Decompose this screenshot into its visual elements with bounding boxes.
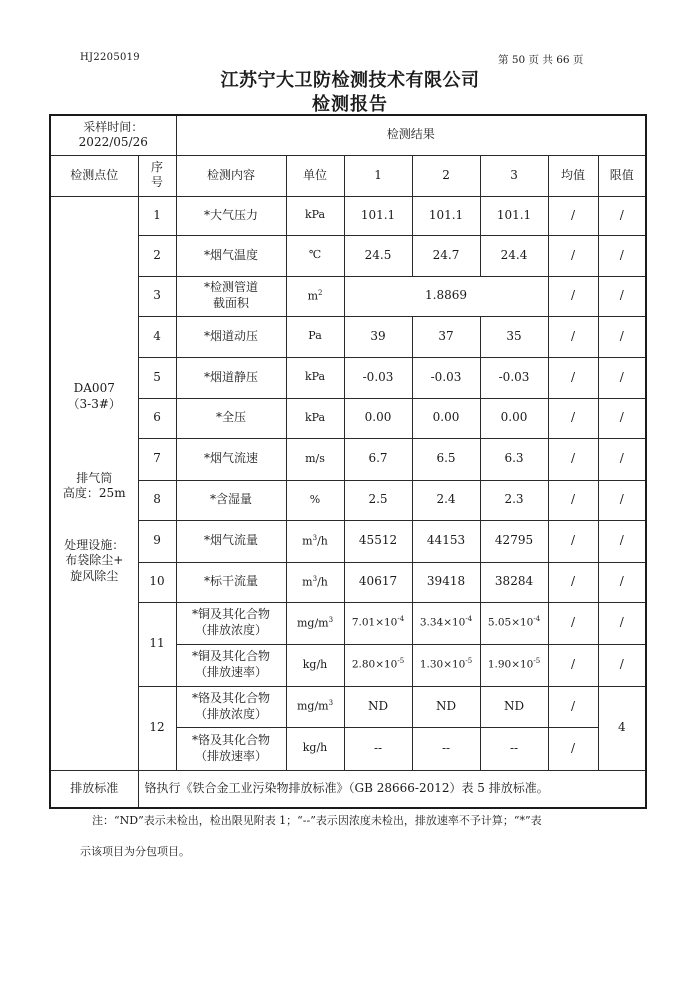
row-limit: /: [598, 644, 646, 686]
row-value-2: 37: [412, 316, 480, 357]
unit-base: mg/m: [296, 616, 329, 630]
row-unit: kPa: [286, 357, 344, 398]
value-mantissa: 1.30×10: [419, 658, 466, 671]
row-limit: /: [598, 235, 646, 276]
row-average: /: [548, 276, 598, 316]
row-limit: /: [598, 316, 646, 357]
row-average: /: [548, 644, 598, 686]
results-header: 检测结果: [176, 115, 646, 155]
row-value-3: 2.3: [480, 480, 548, 520]
row-average: /: [548, 196, 598, 235]
row-unit: [286, 520, 344, 562]
facility-label: 处理设施：: [64, 537, 125, 552]
value-exponent: -4: [533, 615, 541, 624]
page-indicator: 第 50 页 共 66 页: [498, 54, 584, 66]
row-item: *烟气温度: [176, 235, 286, 276]
row-value-3: 42795: [480, 520, 548, 562]
row-item-line-2: （排放速率）: [195, 665, 268, 679]
row-value-2: 24.7: [412, 235, 480, 276]
note-line-2: 示该项目为分包项目。: [80, 845, 190, 858]
row-average: /: [548, 398, 598, 438]
row-item-line-2: （排放速率）: [195, 748, 268, 763]
row-seq: 6: [138, 398, 176, 438]
unit-base: m: [302, 534, 313, 548]
facility-line-1: 布袋除尘+: [65, 553, 124, 568]
row-value-3: -0.03: [480, 357, 548, 398]
row-value-1: -0.03: [344, 357, 412, 398]
row-value-1: 0.00: [344, 398, 412, 438]
row-limit: /: [598, 357, 646, 398]
row-item-line-2: （排放浓度）: [195, 623, 268, 637]
standard-label: 排放标准: [50, 770, 138, 808]
row-average: /: [548, 602, 598, 644]
row-item: *全压: [176, 398, 286, 438]
row-value-1: 39: [344, 316, 412, 357]
row-value-1: [344, 644, 412, 686]
row-item: *大气压力: [176, 196, 286, 235]
value-exponent: -4: [397, 615, 405, 624]
row-seq: 5: [138, 357, 176, 398]
row-value-2: ND: [412, 686, 480, 727]
row-item: *标干流量: [176, 562, 286, 602]
standard-text: 铬执行《铁合金工业污染物排放标准》（GB 28666-2012）表 5 排放标准。: [138, 770, 646, 808]
row-seq: 7: [138, 438, 176, 480]
row-value-2: -0.03: [412, 357, 480, 398]
row-value-3: 0.00: [480, 398, 548, 438]
value-exponent: -5: [465, 657, 473, 666]
note-line-1: 注：“ND”表示未检出，检出限见附表 1；“--”表示因浓度未检出，排放速率不予计算；“*”表: [92, 814, 542, 827]
facility-line-2: 旋风除尘: [70, 568, 119, 583]
row-limit: /: [598, 480, 646, 520]
row-unit: [286, 276, 344, 316]
col-header-unit: 单位: [286, 155, 344, 196]
row-value-2: 2.4: [412, 480, 480, 520]
row-unit: kPa: [286, 196, 344, 235]
row-item-line-1: *铜及其化合物: [192, 607, 271, 622]
point-sub: （3-3#）: [67, 397, 121, 412]
value-exponent: -5: [397, 657, 405, 666]
row-value-1: 101.1: [344, 196, 412, 235]
point-code: DA007: [73, 381, 115, 396]
row-item: [176, 276, 286, 316]
unit-tail: /h: [317, 575, 328, 589]
col-header-seq-text: 序号: [150, 160, 163, 190]
row-item: *烟道动压: [176, 316, 286, 357]
row-item: [176, 644, 286, 686]
row-value-3: 35: [480, 316, 548, 357]
row-value-1: 6.7: [344, 438, 412, 480]
row-value-2: [412, 602, 480, 644]
unit-base: mg/m: [296, 699, 329, 713]
value-mantissa: 3.34×10: [419, 616, 466, 629]
value-mantissa: 7.01×10: [351, 616, 398, 629]
row-value-1: 40617: [344, 562, 412, 602]
row-item-line-1: *铜及其化合物: [192, 649, 271, 664]
row-item-line-2: （排放浓度）: [195, 706, 268, 721]
row-unit: kg/h: [286, 644, 344, 686]
row-value-2: 0.00: [412, 398, 480, 438]
row-value-3: 6.3: [480, 438, 548, 480]
report-number: HJ2205019: [80, 52, 140, 63]
row-average: /: [548, 235, 598, 276]
row-seq: 3: [138, 276, 176, 316]
sampling-date: 2022/05/26: [78, 135, 148, 150]
company-name: 江苏宁大卫防检测技术有限公司: [220, 70, 480, 91]
row-value-1: 24.5: [344, 235, 412, 276]
row-item-line-1: *检测管道: [204, 280, 259, 295]
row-value-1: [344, 602, 412, 644]
row-unit: Pa: [286, 316, 344, 357]
row-item-line-1: *铬及其化合物: [192, 690, 271, 705]
col-header-limit: 限值: [598, 155, 646, 196]
row-item-line-2: 截面积: [213, 296, 250, 310]
row-value-2: 6.5: [412, 438, 480, 480]
row-value-3: --: [480, 727, 548, 770]
row-unit: [286, 602, 344, 644]
row-value-2: --: [412, 727, 480, 770]
results-table: [49, 114, 647, 809]
row-unit: kg/h: [286, 727, 344, 770]
row-item: *含湿量: [176, 480, 286, 520]
row-item: *烟气流速: [176, 438, 286, 480]
row-value-3: 101.1: [480, 196, 548, 235]
value-mantissa: 2.80×10: [351, 658, 398, 671]
row-value-1: ND: [344, 686, 412, 727]
value-exponent: -4: [465, 615, 473, 624]
row-limit: 4: [598, 686, 646, 770]
row-average: /: [548, 316, 598, 357]
col-header-point: 检测点位: [50, 155, 138, 196]
row-limit: /: [598, 562, 646, 602]
stack-label: 排气筒: [76, 470, 113, 485]
col-header-run-3: 3: [480, 155, 548, 196]
row-limit: /: [598, 276, 646, 316]
row-value-3: [480, 644, 548, 686]
row-item: [176, 686, 286, 727]
report-title: 检测报告: [312, 94, 388, 115]
stack-height: 高度：25m: [62, 486, 126, 501]
row-value-2: [412, 644, 480, 686]
row-seq: 8: [138, 480, 176, 520]
row-value-3: 38284: [480, 562, 548, 602]
col-header-run-1: 1: [344, 155, 412, 196]
row-seq: 1: [138, 196, 176, 235]
row-value-2: 44153: [412, 520, 480, 562]
col-header-average: 均值: [548, 155, 598, 196]
row-value-2: 101.1: [412, 196, 480, 235]
row-average: /: [548, 520, 598, 562]
row-limit: /: [598, 196, 646, 235]
row-value-1: 2.5: [344, 480, 412, 520]
value-mantissa: 5.05×10: [487, 616, 534, 629]
row-value-1: 45512: [344, 520, 412, 562]
row-seq: 9: [138, 520, 176, 562]
row-seq: 4: [138, 316, 176, 357]
row-seq: 12: [138, 686, 176, 770]
col-header-run-2: 2: [412, 155, 480, 196]
row-unit: %: [286, 480, 344, 520]
row-unit: ℃: [286, 235, 344, 276]
row-unit: [286, 686, 344, 727]
row-average: /: [548, 480, 598, 520]
row-merged-value: 1.8869: [344, 276, 548, 316]
row-item: [176, 602, 286, 644]
row-average: /: [548, 562, 598, 602]
row-limit: /: [598, 398, 646, 438]
row-value-1: --: [344, 727, 412, 770]
row-item: [176, 727, 286, 770]
value-exponent: -5: [533, 657, 541, 666]
col-header-item: 检测内容: [176, 155, 286, 196]
row-limit: /: [598, 602, 646, 644]
unit-exponent: 3: [328, 699, 334, 708]
row-average: /: [548, 686, 598, 727]
unit-exponent: 3: [312, 574, 318, 583]
unit-base: m: [302, 575, 313, 589]
row-average: /: [548, 438, 598, 480]
unit-exponent: 2: [318, 288, 323, 297]
row-unit: kPa: [286, 398, 344, 438]
sampling-time-cell: [50, 115, 176, 155]
row-unit: [286, 562, 344, 602]
row-average: /: [548, 357, 598, 398]
unit-exponent: 3: [328, 615, 334, 624]
row-limit: /: [598, 520, 646, 562]
unit-tail: /h: [317, 534, 328, 548]
unit-exponent: 3: [312, 533, 318, 542]
col-header-seq: [138, 155, 176, 196]
row-item: *烟道静压: [176, 357, 286, 398]
row-value-2: 39418: [412, 562, 480, 602]
value-mantissa: 1.90×10: [487, 658, 534, 671]
row-value-3: 24.4: [480, 235, 548, 276]
row-item-line-1: *铬及其化合物: [192, 732, 271, 747]
row-item: *烟气流量: [176, 520, 286, 562]
row-seq: 11: [138, 602, 176, 686]
row-value-3: ND: [480, 686, 548, 727]
row-unit: m/s: [286, 438, 344, 480]
unit-base: m: [307, 289, 318, 303]
row-seq: 2: [138, 235, 176, 276]
sampling-time-label: 采样时间：: [83, 119, 144, 134]
monitoring-point-cell: [50, 196, 138, 770]
row-average: /: [548, 727, 598, 770]
row-seq: 10: [138, 562, 176, 602]
row-value-3: [480, 602, 548, 644]
row-limit: /: [598, 438, 646, 480]
